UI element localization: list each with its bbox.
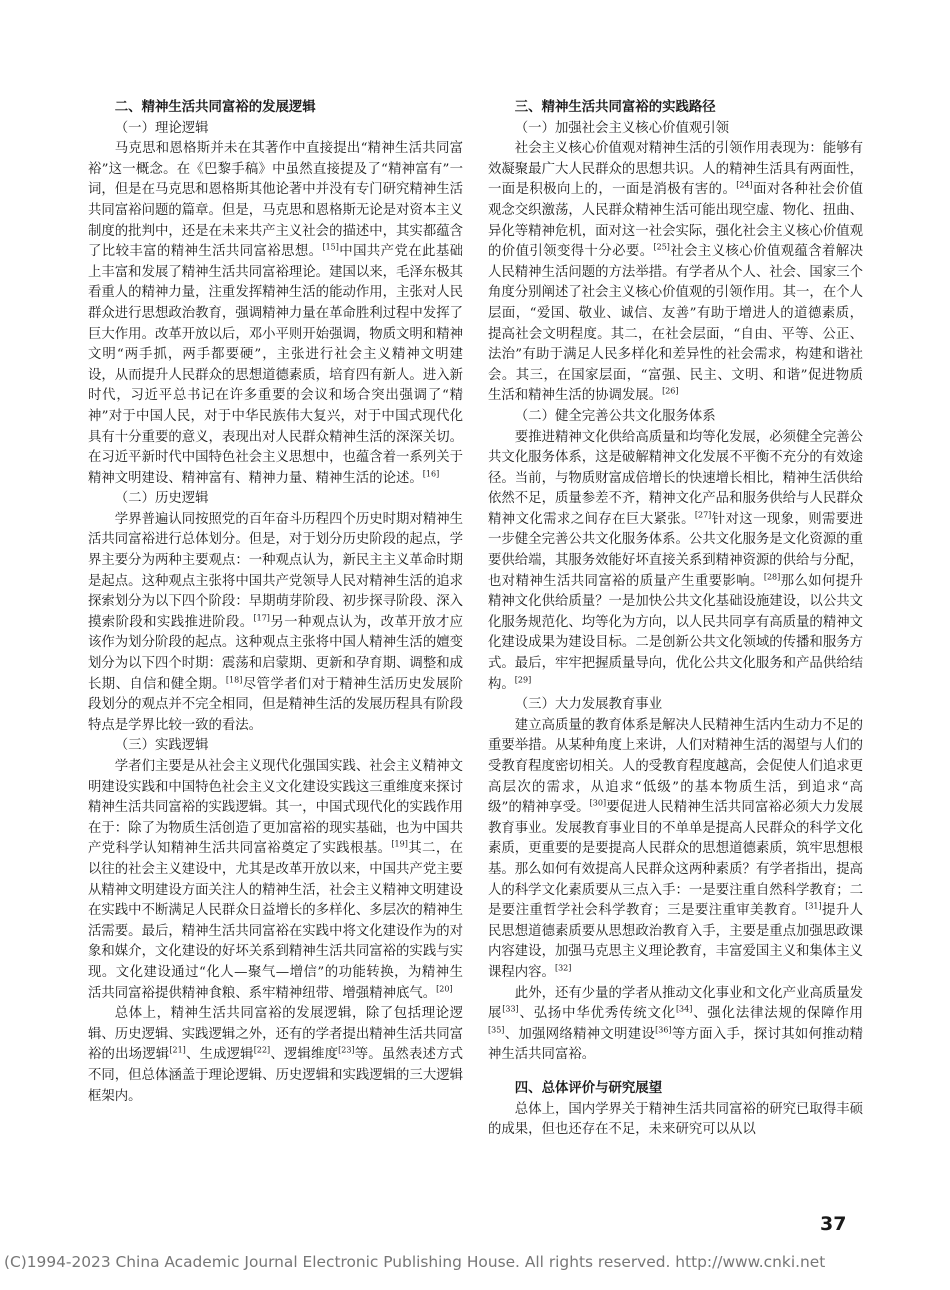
paragraph-public-culture: 要推进精神文化供给高质量和均等化发展，必须健全完善公共文化服务体系，这是破解精神文化发展不平衡不充分的有效途径。当前，与物质财富成倍增长的快速增长相比，精神生活供给依然不足，质量参差不齐，精神文化产品和服务供给与人民群众精神文化需求之间存在巨大紧张。[27]针对这一现象，则需要进一步健全完善公共文化服务体系。公共文化服务是文化资源的重要供给端，其服务效能好坏直接关系到精神资源的供给与分配，也对精神生活共同富裕的质量产生重要影响。[28]那么如何提升精神文化供给质量？一是加快公共文化基础设施建设，以公共文化服务规范化、均等化为方向，以人民共同享有高质量的精神文化建设成果为建设目标。二是创新公共文化领域的传播和服务方式。最后，牢牢把握质量导向，优化公共文化服务和产品供给结构。[29] [488, 429, 864, 692]
citation: [26] [662, 386, 679, 396]
citation: [34] [675, 1004, 693, 1014]
citation: [30] [589, 798, 607, 808]
paragraph-practice-logic: 学者们主要是从社会主义现代化强国实践、社会主义精神文明建设实践和中国特色社会主义文化建设实践这三重维度来探讨精神生活共同富裕的实践逻辑。其一，中国式现代化的实践作用在于：除了为物质生活创造了更加富裕的现实基础，也为中国共产党科学认知精神生活共同富裕奠定了实践根基。[19]其二，在以往的社会主义建设中，尤其是改革开放以来，中国共产党主要从精神文明建设方面关注人的精神生活，社会主义精神文明建设在实践中不断满足人民群众日益增长的多样化、多层次的精神生活需要。最后，精神生活共同富裕在实践中将文化建设作为的对象和媒介，文化建设的好坏关系到精神生活共同富裕的实践与实现。文化建设通过“化人—聚气—增信”的功能转换，为精神生活共同富裕提供精神食粮、系牢精神纽带、增强精神底气。[20] [88, 759, 464, 1001]
paragraph-history-logic: 学界普遍认同按照党的百年奋斗历程四个历史时期对精神生活共同富裕进行总体划分。但是，对于划分历史阶段的起点，学界主要分为两种主要观点：一种观点认为，新民主主义革命时期是起点。这种观点主张将中国共产党领导人民对精神生活的追求探索划分为以下四个阶段：早期萌芽阶段、初步探寻阶段、深入摸索阶段和实践推进阶段。[17]另一种观点认为，改革开放才应该作为划分阶段的起点。这种观点主张将中国人精神生活的嬗变划分为以下四个时期：震荡和启蒙期、更新和孕育期、调整和成长期、自信和健全期。[18]尽管学者们对于精神生活历史发展阶段划分的观点并不完全相同，但是精神生活的发展历程具有阶段特点是学界比较一致的看法。 [88, 511, 464, 733]
copyright-footer: (C)1994-2023 China Academic Journal Electronic Publishing House. All rights reserved. http://www.cnki.net [4, 1253, 826, 1271]
page-number: 37 [820, 1213, 847, 1235]
citation: [21] [169, 1045, 186, 1055]
citation: [24] [736, 180, 753, 190]
citation: [22] [253, 1045, 271, 1055]
citation: [28] [763, 572, 781, 582]
citation: [19] [391, 839, 408, 849]
subheading-education: （三）大力发展教育事业 [514, 697, 663, 713]
citation: [17] [253, 613, 270, 623]
citation: [35] [488, 1025, 505, 1035]
paragraph-overall-evaluation: 总体上，国内学界关于精神生活共同富裕的研究已取得丰硕的成果，但也还存在不足，未来研究可以从以 [488, 1101, 863, 1138]
subheading-core-values: （一）加强社会主义核心价值观引领 [514, 120, 730, 136]
citation: [16] [422, 469, 440, 479]
citation: [31] [805, 901, 822, 911]
paragraph-summary: 总体上，精神生活共同富裕的发展逻辑，除了包括理论逻辑、历史逻辑、实践逻辑之外，还有的学者提出精神生活共同富裕的出场逻辑[21]、生成逻辑[22]、逻辑维度[23]等。虽然表述方式不同，但总体涵盖于理论逻辑、历史逻辑和实践逻辑的三大逻辑框架内。 [88, 1006, 464, 1104]
section-heading-2: 二、精神生活共同富裕的发展逻辑 [114, 100, 316, 115]
citation: [18] [225, 675, 243, 685]
paragraph-other-approaches: 此外，还有少量的学者从推动文化事业和文化产业高质量发展[33]、弘扬中华优秀传统文化[34]、强化法律法规的保障作用[35]、加强网络精神文明建设[36]等方面入手，探讨其如何推动精神生活共同富裕。 [488, 985, 864, 1063]
subheading-theory-logic: （一）理论逻辑 [114, 120, 209, 136]
citation: [36] [655, 1025, 672, 1035]
paragraph-theory-logic: 马克思和恩格斯并未在其著作中直接提出“精神生活共同富裕”这一概念。在《巴黎手稿》中虽然直接提及了“精神富有”一词，但是在马克思和恩格斯其他论著中并没有专门研究精神生活共同富裕问题的篇章。但是，马克思和恩格斯无论是对资本主义制度的批判中，还是在未来共产主义社会的描述中，其实都蕴含了比较丰富的精神生活共同富裕思想。[15]中国共产党在此基础上丰富和发展了精神生活共同富裕理论。建国以来，毛泽东极其看重人的精神力量，注重发挥精神生活的能动作用，主张对人民群众进行思想政治教育，强调精神力量在革命胜利过程中发挥了巨大作用。改革开放以后，邓小平则开始强调，物质文明和精神文明“两手抓，两手都要硬”，主张进行社会主义精神文明建设，从而提升人民群众的思想道德素质，培育四有新人。进入新时代，习近平总书记在许多重要的会议和场合突出强调了“精神”对于中国人民，对于中华民族伟大复兴，对于中国式现代化具有十分重要的意义，表现出对人民群众精神生活的深深关切。在习近平新时代中国特色社会主义思想中，也蕴含着一系列关于精神文明建设、精神富有、精神力量、精神生活的论述。[16] [88, 141, 464, 486]
citation: [20] [436, 984, 453, 994]
subheading-public-culture: （二）健全完善公共文化服务体系 [514, 408, 716, 424]
left-column [88, 98, 463, 1107]
paragraph-core-values: 社会主义核心价值观对精神生活的引领作用表现为：能够有效凝聚最广大人民群众的思想共识。人的精神生活具有两面性，一面是积极向上的，一面是消极有害的。[24]面对各种社会价值观念交织激荡，人民群众精神生活可能出现空虚、物化、扭曲、异化等精神危机，面对这一社会实际，强化社会主义核心价值观的价值引领变得十分必要。[25]社会主义核心价值观蕴含着解决人民精神生活问题的方法举措。有学者从个人、社会、国家三个角度分别阐述了社会主义核心价值观的引领作用。其一，在个人层面，“爱国、敬业、诚信、友善”有助于增进人的道德素质，提高社会文明程度。其二，在社会层面，“自由、平等、公正、法治”有助于满足人民多样化和差异性的社会需求，构建和谐社会。其三，在国家层面，“富强、民主、文明、和谐”促进物质生活和精神生活的协调发展。[26] [488, 141, 864, 404]
subheading-history-logic: （二）历史逻辑 [114, 491, 209, 507]
paragraph-education: 建立高质量的教育体系是解决人民精神生活内生动力不足的重要举措。从某种角度上来讲，人们对精神生活的渴望与人们的受教育程度密切相关。人的受教育程度越高，会促使人们追求更高层次的需求，从追求“低级”的基本物质生活，到追求“高级”的精神享受。[30]要促进人民精神生活共同富裕必须大力发展教育事业。发展教育事业目的不单单是提高人民群众的科学文化素质，更重要的是要提高人民群众的思想道德素质，筑牢思想根基。那么如何有效提高人民群众这两种素质？有学者指出，提高人的科学文化素质要从三点入手：一是要注重自然科学教育；二是要注重哲学社会科学教育；三是要注重审美教育。[31]提升人民思想道德素质要从思想政治教育入手，主要是重点加强思政课内容建设，加强马克思主义理论教育，丰富爱国主义和集体主义课程内容。[32] [488, 717, 863, 980]
citation: [32] [554, 963, 572, 973]
right-column [488, 98, 863, 1141]
subheading-practice-logic: （三）实践逻辑 [114, 738, 209, 754]
citation: [23] [338, 1045, 355, 1055]
citation: [33] [502, 1004, 519, 1014]
citation: [15] [322, 242, 339, 252]
citation: [29] [514, 675, 532, 685]
section-heading-4: 四、总体评价与研究展望 [514, 1080, 663, 1096]
section-heading-3: 三、精神生活共同富裕的实践路径 [514, 100, 716, 115]
citation: [25] [653, 242, 670, 252]
citation: [27] [694, 510, 712, 520]
